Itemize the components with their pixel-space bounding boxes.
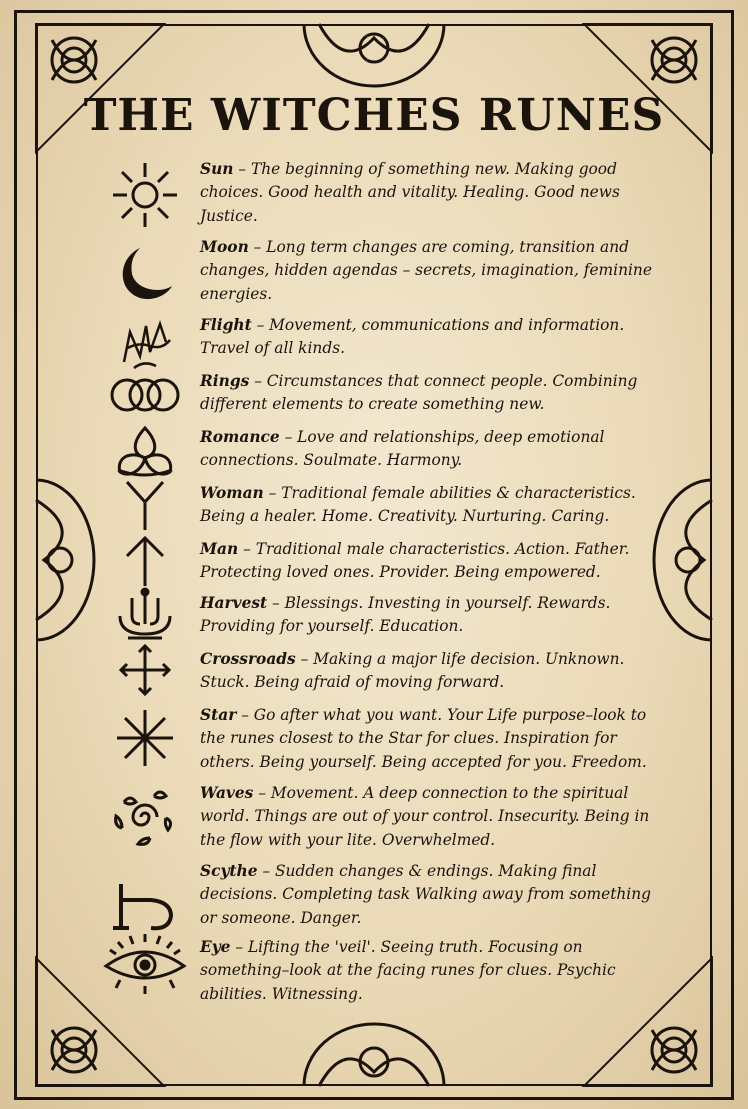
sun-icon [100, 160, 190, 230]
rune-text [200, 860, 655, 930]
flight-icon [100, 312, 190, 376]
rune-text [200, 314, 655, 361]
rune-separator: – [253, 784, 271, 802]
page-title: THE WITCHES RUNES [83, 90, 665, 141]
rune-text [200, 236, 655, 306]
rune-name: Moon [200, 238, 249, 256]
rune-name: Harvest [200, 594, 268, 612]
rune-description: Traditional male characteristics. Action. Father. Protecting loved ones. Provider. Being empowered. [200, 540, 630, 582]
rune-description: Sudden changes & endings. Making final decisions. Completing task Walking away from something or someone. Danger. [200, 862, 651, 927]
rune-description: Traditional female abilities & characteristics. Being a healer. Home. Creativity. Nurturing. Caring. [200, 484, 636, 526]
rune-name: Sun [200, 160, 234, 178]
rune-description: Long term changes are coming, transition and changes, hidden agendas – secrets, imagination, feminine energies. [200, 238, 652, 303]
rune-separator: – [263, 484, 282, 502]
rune-text [200, 538, 655, 585]
waves-icon [100, 782, 190, 852]
crossroads-icon [100, 642, 190, 698]
star-icon [100, 706, 190, 770]
rune-name: Man [200, 540, 239, 558]
rune-name: Woman [200, 484, 264, 502]
rune-description: Go after what you want. Your Life purpose–look to the runes closest to the Star for clues. Inspiration for others. Being yourself. Being accepted for you. Freedom. [200, 706, 647, 771]
rune-separator: – [248, 238, 267, 256]
rune-name: Scythe [200, 862, 258, 880]
rune-name: Star [200, 706, 237, 724]
rune-text [200, 704, 655, 774]
rune-separator: – [295, 650, 314, 668]
rune-description: Lifting the 'veil'. Seeing truth. Focusing on something–look at the facing runes for clues. Psychic abilities. Witnessing. [200, 938, 616, 1003]
rune-text [200, 370, 655, 417]
rune-description: Making a major life decision. Unknown. Stuck. Being afraid of moving forward. [200, 650, 625, 692]
rune-name: Romance [200, 428, 280, 446]
rune-separator: – [230, 938, 248, 956]
scythe-icon [100, 876, 190, 932]
rune-text [200, 782, 655, 852]
rune-separator: – [233, 160, 251, 178]
rune-description: Love and relationships, deep emotional connections. Soulmate. Harmony. [200, 428, 605, 470]
harvest-icon [100, 586, 190, 642]
rune-name: Crossroads [200, 650, 296, 668]
rune-separator: – [238, 540, 256, 558]
rune-separator: – [251, 316, 270, 334]
romance-icon [100, 424, 190, 480]
rune-text [200, 648, 655, 695]
man-icon [100, 532, 190, 588]
rune-separator: – [236, 706, 254, 724]
rune-description: The beginning of something new. Making good choices. Good health and vitality. Healing. Good news Justice. [200, 160, 620, 225]
rune-name: Eye [200, 938, 231, 956]
woman-icon [100, 476, 190, 532]
rune-text [200, 936, 655, 1006]
rune-name: Rings [200, 372, 250, 390]
rune-separator: – [279, 428, 298, 446]
moon-icon [100, 238, 190, 308]
rune-separator: – [257, 862, 276, 880]
rings-icon [100, 370, 190, 420]
rune-name: Flight [200, 316, 252, 334]
rune-description: Blessings. Investing in yourself. Rewards. Providing for yourself. Education. [200, 594, 611, 636]
rune-description: Movement. A deep connection to the spiritual world. Things are out of your control. Insecurity. Being in the flow with your lite. Overwhelmed. [200, 784, 650, 849]
eye-icon [100, 932, 190, 996]
rune-description: Circumstances that connect people. Combining different elements to create something new. [200, 372, 638, 414]
rune-description: Movement, communications and information. Travel of all kinds. [200, 316, 625, 358]
rune-separator: – [249, 372, 267, 390]
rune-text [200, 592, 655, 639]
rune-name: Waves [200, 784, 254, 802]
rune-text [200, 482, 655, 529]
rune-text [200, 158, 655, 228]
rune-separator: – [267, 594, 285, 612]
rune-text [200, 426, 655, 473]
